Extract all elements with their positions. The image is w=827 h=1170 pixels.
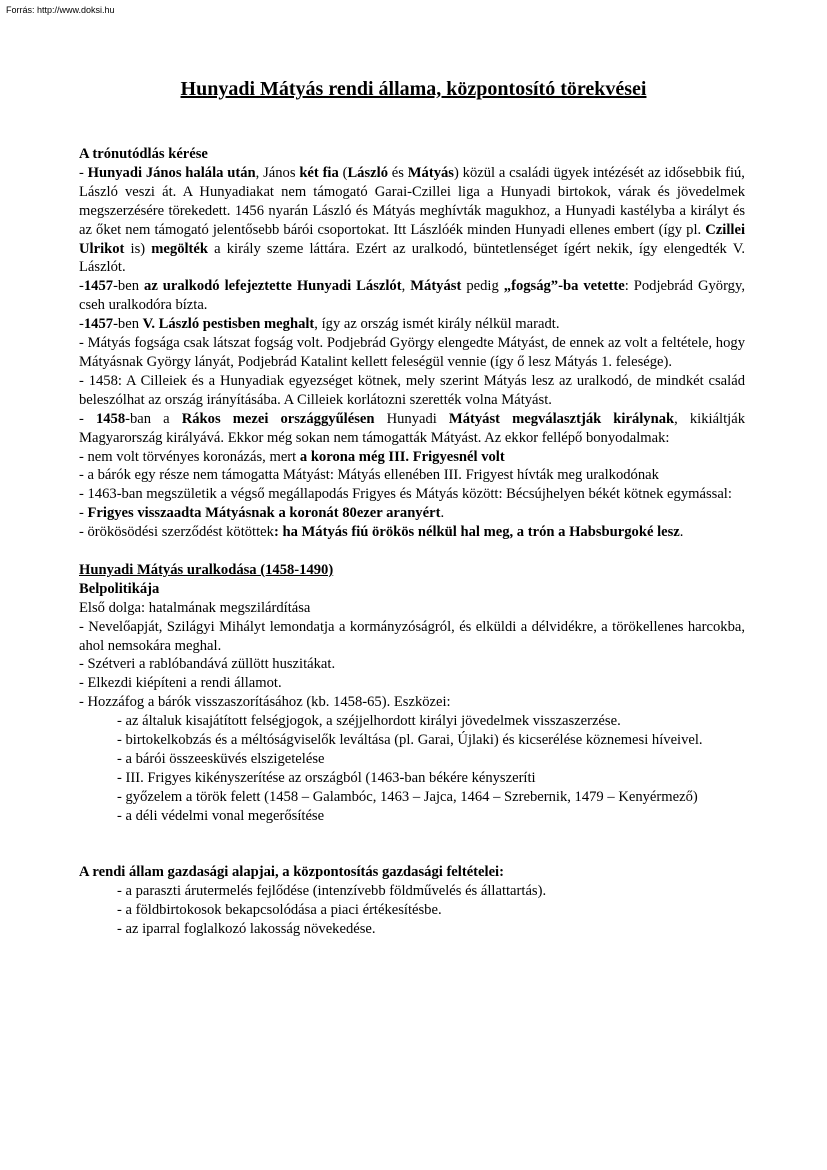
text-run: ) közül a családi ügyek intézését az idősebbik fiú, László veszi át. A Hunyadiakat nem támogató Garai-Czillei liga a Hunyadi birtokok, várak és jövedelmek megszerzésére törekedett. 1456 nyarán László és Mátyás meghívták magukhoz, a Hunyadi kastélyba a királyt és az őket nem támogató jelentősebb bárói csoportokat. Itt Lászlóék minden Hunyadi ellenes embert (így pl. [79, 164, 745, 238]
list-item: - Elkezdi kiépíteni a rendi államot. [79, 675, 282, 692]
list-item: - a paraszti árutermelés fejlődése (intenzívebb földművelés és állattartás). [117, 883, 547, 900]
text-run: , [401, 278, 411, 295]
text-run: : Podjebrád György, cseh uralkodóra bízta. [79, 278, 745, 314]
subheading-domestic-policy: Belpolitikája [79, 580, 160, 597]
text-run: a király szeme láttára. Ezért az uralkodó, büntetlenséget ígért nekik, így elengedték V. Lászlót. [79, 240, 746, 276]
bold-text: Hunyadi János halála után [87, 164, 256, 181]
paragraph [79, 164, 745, 277]
text-run: - [79, 316, 84, 333]
text-run: - örökösödési szerződést kötöttek [79, 524, 274, 541]
paragraph [79, 448, 745, 467]
bold-text: 1457 [83, 278, 114, 295]
text-run: ( [338, 164, 348, 181]
bold-text: az uralkodó lefejeztette Hunyadi Lászlót [144, 278, 402, 295]
paragraph [79, 277, 745, 315]
paragraph [79, 523, 745, 542]
list-item: - Hozzáfog a bárók visszaszorításához (kb. 1458-65). Eszközei: [79, 694, 451, 711]
text-run: - [79, 278, 84, 295]
text-run: , kikiáltják Magyarország királyává. Ekkor még sokan nem támogatták Mátyást. Az ekkor fellépő bonyodalmak: [79, 410, 745, 446]
bold-text: Frigyes visszaadta Mátyásnak a koronát 80ezer aranyért [87, 505, 441, 522]
bold-text: a korona még III. Frigyesnél volt [299, 448, 505, 465]
bold-text: Mátyás [407, 164, 454, 181]
text-run: - nem volt törvényes koronázás, mert [79, 448, 300, 465]
text-run: . [679, 524, 684, 541]
bold-text: 1457 [83, 316, 114, 333]
list-item: - birtokelkobzás és a méltóságviselők leváltása (pl. Garai, Újlaki) és kicserélése köznemesi híveivel. [117, 732, 703, 749]
bold-text: 1458 [95, 410, 126, 427]
text-run: - a bárók egy része nem támogatta Mátyást: Mátyás ellenében III. Frigyest hívták meg uralkodónak [79, 467, 659, 484]
list-item: - Szétveri a rablóbandává züllött huszitákat. [79, 656, 336, 673]
list-item: - az általuk kisajátított felségjogok, a széjjelhordott királyi jövedelmek visszaszerzése. [117, 713, 621, 730]
text-run: - [79, 164, 88, 181]
text-run: - Mátyás fogsága csak látszat fogság volt. Podjebrád György elengedte Mátyást, de ennek az volt a feltétele, hogy Mátyásnak György lányát, Podjebrád Katalint kellett feleségül vennie (így ő lesz Mátyás 1. felesége). [79, 335, 745, 370]
text-run: és [388, 164, 408, 181]
source-note: Forrás: http://www.doksi.hu [6, 5, 115, 15]
text-run: -ben [113, 278, 145, 295]
section-heading-reign: Hunyadi Mátyás uralkodása (1458-1490) [79, 561, 334, 578]
list-item: - győzelem a török felett (1458 – Galambóc, 1463 – Jajca, 1464 – Szrebernik, 1479 – Kenyérmező) [117, 788, 698, 805]
text-run: pedig [461, 278, 504, 295]
paragraph [79, 504, 745, 523]
text-run: , így az ország ismét király nélkül maradt. [314, 316, 560, 333]
text-run: Hunyadi [374, 410, 449, 427]
text-run: -ben [113, 316, 143, 333]
page-title: Hunyadi Mátyás rendi állama, központosító törekvései [180, 78, 647, 100]
text-run: - 1463-ban megszületik a végső megállapodás Frigyes és Mátyás között: Bécsújhelyen békét kötnek egymással: [79, 486, 732, 503]
bold-text: megölték [151, 240, 209, 257]
section-heading-succession: A trónutódlás kérése [79, 146, 208, 162]
text-run: is) [124, 240, 152, 257]
text-run: -ban a [125, 410, 182, 427]
bold-text: két fia [299, 164, 339, 181]
text-run: - [79, 410, 96, 427]
bold-text: : ha Mátyás fiú örökös nélkül hal meg, a trón a Habsburgoké lesz [273, 524, 680, 541]
paragraph [79, 334, 745, 372]
list-item: - a déli védelmi vonal megerősítése [117, 807, 325, 824]
text-run: - [79, 505, 88, 522]
document-body [79, 145, 745, 939]
text-run: , János [255, 164, 300, 181]
list-item: - III. Frigyes kikényszerítése az országból (1463-ban békére kényszeríti [117, 769, 536, 786]
list-item: - az iparral foglalkozó lakosság növekedése. [117, 921, 376, 938]
paragraph [79, 410, 745, 448]
paragraph [79, 372, 745, 410]
text-run: - 1458: A Cilleiek és a Hunyadiak egyezséget kötnek, mely szerint Mátyás lesz az uralkodó, de mindkét család beleszólhat az ország irányításába. A Cilleiek korlátozni szerették volna Mátyást. [79, 372, 745, 408]
list-item: - a földbirtokosok bekapcsolódása a piaci értékesítésbe. [117, 902, 442, 919]
list-item: - a bárói összeesküvés elszigetelése [117, 750, 325, 767]
bold-text: Mátyást [410, 278, 462, 295]
bold-text: Czillei Ulrikot [79, 221, 745, 257]
bold-text: Rákos mezei országgyűlésen [181, 410, 375, 427]
bold-text: „fogság”-ba vetette [503, 278, 625, 295]
bold-text: V. László pestisben meghalt [142, 316, 315, 333]
bold-text: Mátyást megválasztják királynak [448, 410, 675, 427]
paragraph [79, 315, 745, 334]
section-heading-economy: A rendi állam gazdasági alapjai, a központosítás gazdasági feltételei: [79, 864, 504, 881]
list-item: Első dolga: hatalmának megszilárdítása [79, 599, 311, 616]
list-item: - Nevelőapját, Szilágyi Mihályt lemondatja a kormányzóságról, és elküldi a délvidékre, a törökellenes harcokba, ahol nemsokára meghal. [79, 618, 745, 654]
text-run: . [440, 505, 445, 522]
paragraph [79, 466, 745, 485]
bold-text: László [347, 164, 388, 181]
paragraph [79, 485, 745, 504]
